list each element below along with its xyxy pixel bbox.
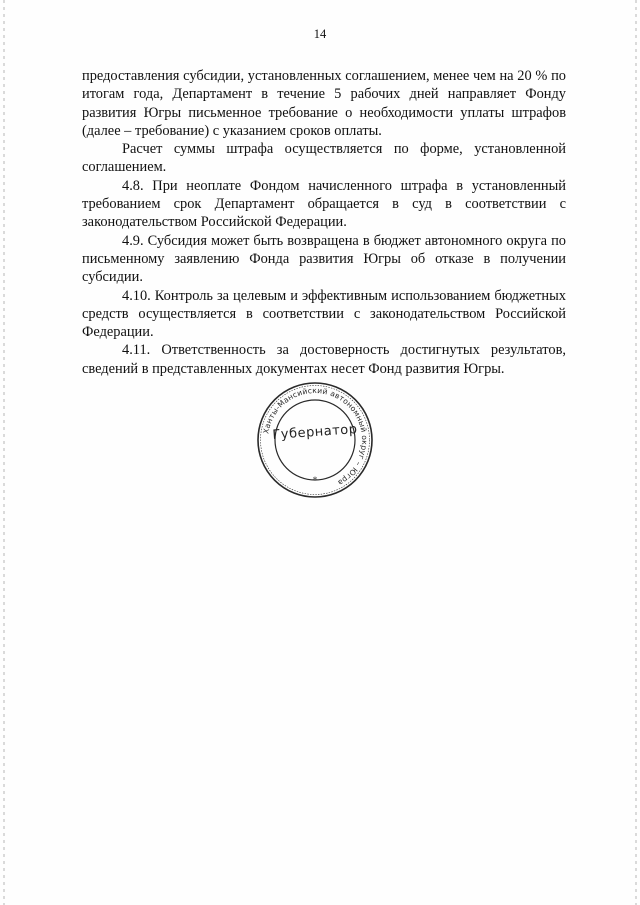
scan-edge-left (3, 0, 5, 905)
scan-edge-right (635, 0, 637, 905)
paragraph-continuation: предоставления субсидии, установленных соглашением, менее чем на 20 % по итогам года, Департамент в течение 5 рабочих дней направляет Фонду развития Югры письменное требование о необходимости уплаты штрафов (далее – требование) с указанием сроков оплаты. (82, 68, 566, 139)
paragraph-4-11: 4.11. Ответственность за достоверность достигнутых результатов, сведений в представленных документах несет Фонд развития Югры. (82, 342, 566, 377)
paragraph-fine-calculation: Расчет суммы штрафа осуществляется по форме, установленной соглашением. (82, 141, 566, 176)
paragraph-4-10: 4.10. Контроль за целевым и эффективным использованием бюджетных средств осуществляется в соответствии с законодательством Российской Федерации. (82, 287, 566, 341)
official-seal (255, 380, 375, 500)
seal-ring-text: Ханты-Мансийский автономный округ – Югра (261, 385, 370, 488)
paragraph-4-8: 4.8. При неоплате Фондом начисленного штрафа в установленный требованием срок Департамент обращается в суд в соответствии с законодательством Российской Федерации. (82, 177, 566, 231)
paragraph-4-9: 4.9. Субсидия может быть возвращена в бюджет автономного округа по письменному заявлению Фонда развития Югры об отказе в получении субсидии. (82, 232, 566, 286)
page-number: 14 (313, 27, 327, 41)
seal-center-text: Губернатор (272, 422, 358, 443)
seal-star-icon: * (312, 475, 318, 485)
document-body (82, 67, 566, 378)
